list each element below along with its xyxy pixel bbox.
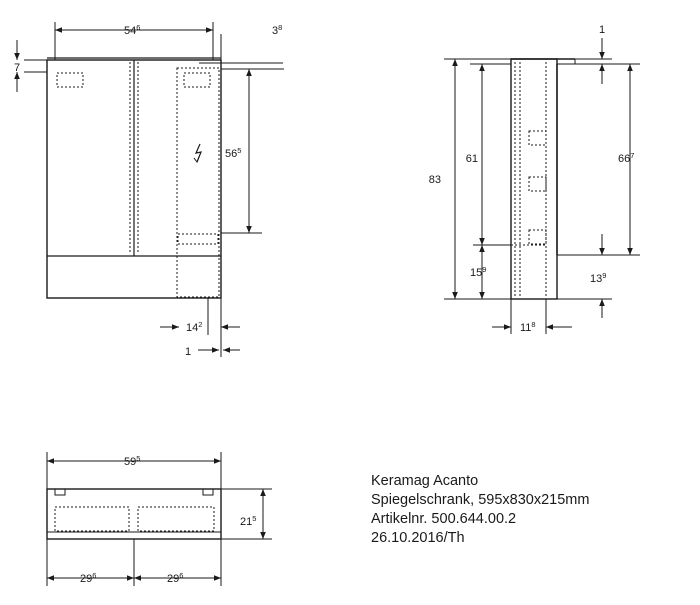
front-view-dimensions [17,22,284,357]
left-half-label: $29^6$ [80,571,97,585]
product-info-block [371,472,691,548]
depth-label: $11^8$ [520,320,536,334]
top-view [47,452,272,586]
right-half-label: $29^6$ [167,571,184,585]
edge-offset-label: 1 [185,346,192,358]
front-view [47,58,221,298]
top-left-hinge [55,489,65,495]
socket-box [178,234,218,244]
bottom-offset-label: $14^2$ [186,320,203,334]
total-height-label: 83 [428,174,441,186]
lower-gap-label: $13^9$ [590,271,607,285]
upper-height-label: 61 [465,153,478,165]
side-outline [511,59,557,299]
side-shelf-2 [529,177,546,191]
top-left-compartment [55,507,129,531]
side-shelf-3 [529,230,546,244]
date-line: 26.10.2016/Th [371,530,465,546]
front-width-label: $54^6$ [124,23,141,37]
top-height-label: 7 [14,62,21,74]
lightning-arrowhead [194,157,199,162]
top-width-label: $59^5$ [124,454,141,468]
top-offset-label: $3^8$ [272,23,283,37]
product-brand-line: Keramag Acanto [371,473,479,489]
top-right-compartment [138,507,214,531]
mirror-height-label: $66^7$ [618,151,635,165]
inner-compartment [177,68,219,297]
bottom-height-label: $15^9$ [470,265,487,279]
side-shelf-1 [529,131,546,145]
top-view-dimensions [47,461,263,578]
top-right-hinge [203,489,213,495]
left-cutout [57,73,83,87]
side-view [511,59,575,299]
article-number-line: Artikelnr. 500.644.00.2 [371,511,517,527]
product-description-line: Spiegelschrank, 595x830x215mm [371,492,590,508]
side-view-dimensions [444,38,640,334]
top-depth-label: $21^5$ [240,514,257,528]
top-gap-label: 1 [599,24,606,36]
right-cutout [184,73,210,87]
socket-height-label: $56^5$ [225,146,242,160]
